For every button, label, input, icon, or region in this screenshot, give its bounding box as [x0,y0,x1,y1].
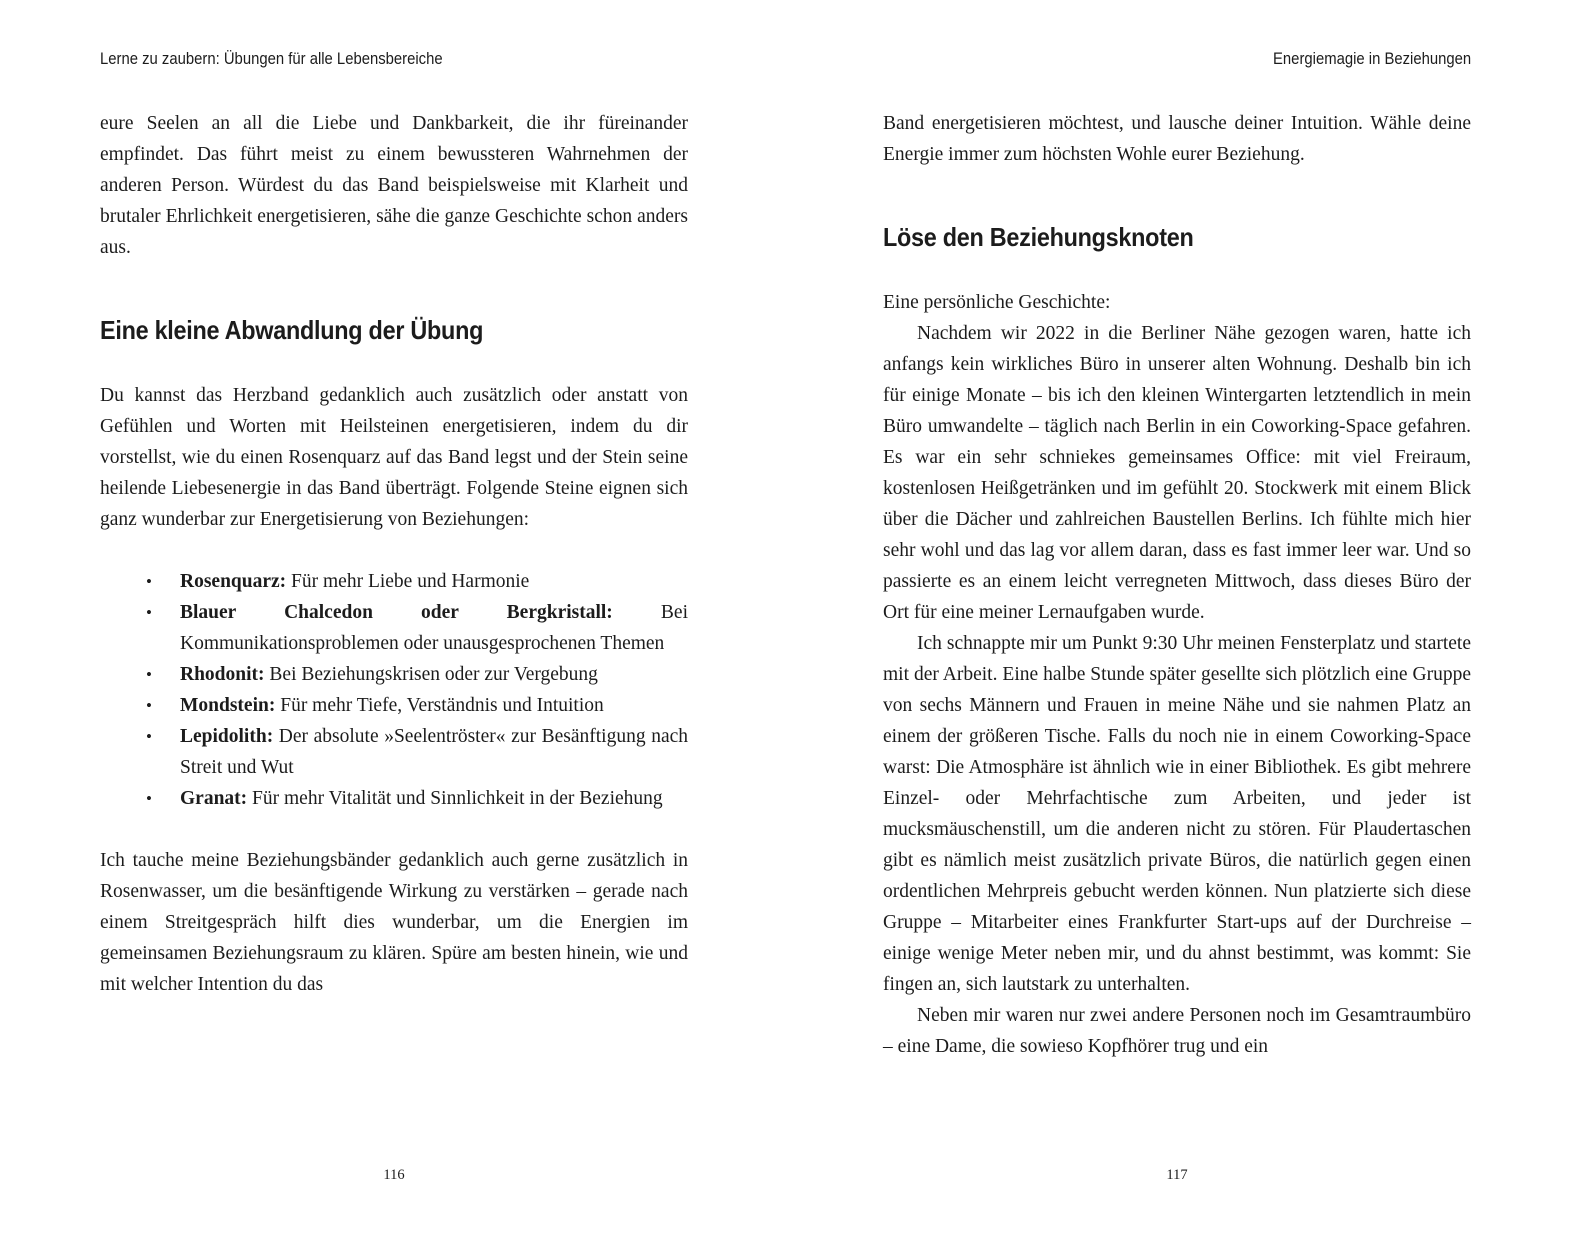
stone-name: Rosenquarz: [180,571,287,592]
healing-stones-list [100,566,688,814]
page-number: 116 [383,1167,405,1183]
paragraph: eure Seelen an all die Liebe und Dankbarkeit, die ihr füreinander empfindet. Das führt meist zu einem bewussteren Wahrnehmen der anderen Person. Würdest du das Band beispielsweise mit Klarheit und brutaler Ehrlichkeit energetisieren, sähe die ganze Geschichte schon anders aus. [100,113,688,258]
running-head-right [1251,50,1471,69]
list-item [100,659,688,690]
stone-description: Für mehr Vitalität und Sinnlichkeit in der Beziehung [247,788,663,809]
stone-description: Bei Beziehungskrisen oder zur Vergebung [264,664,598,685]
paragraph: Nachdem wir 2022 in die Berliner Nähe gezogen waren, hatte ich anfangs kein wirkliches Büro in unserer alten Wohnung. Deshalb bin ich für einige Monate – bis ich den kleinen Wintergarten letztendlich in mein Büro umwandelte – täglich nach Berlin in ein Coworking-Space gefahren. Es war ein sehr schniekes gemeinsames Office: mit viel Freiraum, kostenlosen Heißgetränken und im gefühlt 20. Stockwerk mit einem Blick über die Dächer und zahlreichen Baustellen Berlins. Ich fühlte mich hier sehr wohl und das lag vor allem daran, dass es fast immer leer war. Und so passierte es an einem leicht verregneten Mittwoch, dass dieses Büro der Ort für eine meiner Lernaufgaben wurde. [883,323,1471,623]
running-head-left [100,50,481,69]
right-page-content [883,108,1471,1062]
stone-description: Bei Kommunikationsproblemen oder unausgesprochenen Themen [180,602,688,654]
list-item [100,690,688,721]
stone-name: Rhodonit: [180,664,265,685]
paragraph: Du kannst das Herzband gedanklich auch zusätzlich oder anstatt von Gefühlen und Worten mit Heilsteinen energetisieren, indem du dir vorstellst, wie du einen Rosenquarz auf das Band legst und der Stein seine heilende Liebesenergie in das Band überträgt. Folgende Steine eignen sich ganz wunderbar zur Energetisierung von Beziehungen: [100,385,688,530]
stone-name: Blauer Chalcedon oder Bergkristall: [180,602,613,623]
paragraph: Ich schnappte mir um Punkt 9:30 Uhr meinen Fensterplatz und startete mit der Arbeit. Eine halbe Stunde später gesellte sich plötzlich eine Gruppe von sechs Männern und Frauen in meine Nähe und sie nahmen Platz an einem der größeren Tische. Falls du noch nie in einem Coworking-Space warst: Die Atmosphäre ist ähnlich wie in einer Bibliothek. Es gibt mehrere Einzel- oder Mehrfachtische zum Arbeiten, und jeder ist mucksmäuschenstill, um die anderen nicht zu stören. Für Plaudertaschen gibt es nämlich meist zusätzlich private Büros, die natürlich gegen einen ordentlichen Mehrpreis gebucht werden können. Nun platzierte sich diese Gruppe – Mitarbeiter eines Frankfurter Start-ups auf der Durchreise – einige wenige Meter neben mir, und du ahnst bestimmt, was kommt: Sie fingen an, sich lautstark zu unterhalten. [883,633,1471,995]
left-page [100,0,688,1240]
running-head-right-text: Energiemagie in Beziehungen [1272,50,1471,68]
left-page-content [100,108,688,1000]
stone-name: Granat: [180,788,248,809]
paragraph: Band energetisieren möchtest, und lausche deiner Intuition. Wähle deine Energie immer zum höchsten Wohle eurer Beziehung. [883,113,1471,165]
list-item [100,783,688,814]
stone-description: Für mehr Tiefe, Verständnis und Intuition [275,695,604,716]
paragraph: Ich tauche meine Beziehungsbänder gedanklich auch gerne zusätzlich in Rosenwasser, um die besänftigende Wirkung zu verstärken – gerade nach einem Streitgespräch hilft dies wunderbar, um die Energien im gemeinsamen Beziehungsraum zu klären. Spüre am besten hinein, wie und mit welcher Intention du das [100,850,688,995]
stone-name: Lepidolith: [180,726,274,747]
stone-name: Mondstein: [180,695,276,716]
list-item [100,597,688,659]
paragraph: Eine persönliche Geschichte: [883,292,1111,313]
section-heading-text: Löse den Beziehungsknoten [883,222,1194,252]
running-head-left-text: Lerne zu zaubern: Übungen für alle Lebensbereiche [100,50,443,68]
section-heading-text: Eine kleine Abwandlung der Übung [100,315,484,345]
right-page [883,0,1471,1240]
section-heading [883,222,1471,253]
stone-description: Der absolute »Seelentröster« zur Besänftigung nach Streit und Wut [180,726,688,778]
section-heading [100,315,688,346]
list-item [100,566,688,597]
stone-description: Für mehr Liebe und Harmonie [286,571,530,592]
list-item [100,721,688,783]
page-number: 117 [1166,1167,1188,1183]
paragraph: Neben mir waren nur zwei andere Personen noch im Gesamtraumbüro – eine Dame, die sowieso Kopfhörer trug und ein [883,1005,1471,1057]
